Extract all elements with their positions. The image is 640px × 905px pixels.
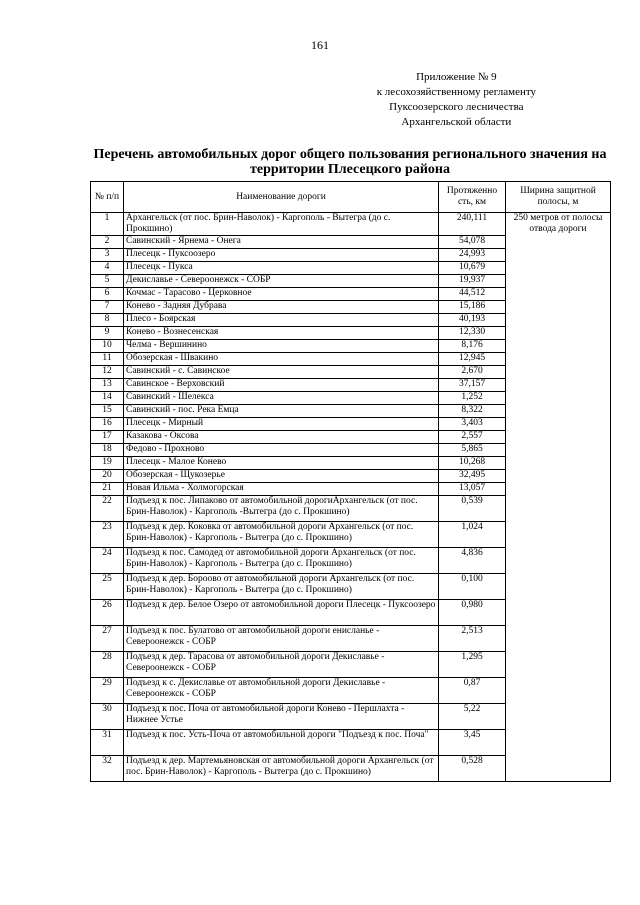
road-length: 10,268 [439,457,506,470]
road-length: 13,057 [439,483,506,496]
row-number: 2 [91,236,124,249]
row-number: 1 [91,213,124,236]
road-length: 4,836 [439,548,506,574]
road-name: Савинский - Шелекса [124,392,439,405]
road-name: Обозерская - Швакино [124,353,439,366]
road-length: 12,945 [439,353,506,366]
row-number: 18 [91,444,124,457]
row-number: 28 [91,652,124,678]
road-length: 12,330 [439,327,506,340]
row-number: 5 [91,275,124,288]
row-number: 25 [91,574,124,600]
road-length: 240,111 [439,213,506,236]
row-number: 19 [91,457,124,470]
table-header-row [91,182,611,213]
road-length: 8,322 [439,405,506,418]
road-name: Подъезд к пос. Булатово от автомобильной дороги енисланье - Североонежск - СОБР [124,626,439,652]
road-name: Казакова - Оксова [124,431,439,444]
appendix-line-4: Архангельской области [401,116,512,128]
road-length: 2,513 [439,626,506,652]
row-number: 13 [91,379,124,392]
row-number: 16 [91,418,124,431]
road-length: 1,024 [439,522,506,548]
road-length: 32,495 [439,470,506,483]
road-name: Новая Ильма - Холмогорская [124,483,439,496]
road-name: Савинское - Верховский [124,379,439,392]
row-number: 27 [91,626,124,652]
appendix-line-3: Пуксоозерского лесничества [389,101,524,113]
road-length: 8,176 [439,340,506,353]
road-name: Кочмас - Тарасово - Церковное [124,288,439,301]
road-length: 1,252 [439,392,506,405]
road-length: 3,45 [439,730,506,756]
row-number: 23 [91,522,124,548]
road-name: Конево - Вознесенская [124,327,439,340]
row-number: 3 [91,249,124,262]
road-name: Обозерская - Щукозерье [124,470,439,483]
row-number: 20 [91,470,124,483]
road-length: 1,295 [439,652,506,678]
row-number: 15 [91,405,124,418]
row-number: 29 [91,678,124,704]
road-length: 5,22 [439,704,506,730]
road-name: Декиславье - Североонежск - СОБР [124,275,439,288]
road-length: 5,865 [439,444,506,457]
header-width: Ширина защитной полосы, м [506,182,611,213]
row-number: 10 [91,340,124,353]
road-name: Подъезд к с. Декиславье от автомобильной дороги Декиславье - Североонежск - СОБР [124,678,439,704]
road-length: 2,670 [439,366,506,379]
road-length: 0,87 [439,678,506,704]
road-name: Савинский - с. Савинское [124,366,439,379]
appendix-line-2: к лесохозяйственному регламенту [376,86,536,98]
header-name: Наименование дороги [124,182,439,213]
header-num: № п/п [91,182,124,213]
row-number: 22 [91,496,124,522]
road-length: 54,078 [439,236,506,249]
road-name: Подъезд к пос. Самодед от автомобильной дороги Архангельск (от пос. Брин-Наволок) - Каргополь - Вытегра (до с. Прокшино) [124,548,439,574]
road-name: Савинский - пос. Река Емца [124,405,439,418]
road-length: 0,539 [439,496,506,522]
road-name: Подъезд к дер. Белое Озеро от автомобильной дороги Плесецк - Пуксоозеро [124,600,439,626]
row-number: 26 [91,600,124,626]
road-name: Плесецк - Пукса [124,262,439,275]
row-number: 8 [91,314,124,327]
row-number: 9 [91,327,124,340]
road-length: 44,512 [439,288,506,301]
road-name: Подъезд к пос. Липаково от автомобильной дорогиАрхангельск (от пос. Брин-Наволок) - Каргополь -Вытегра (до с. Прокшино) [124,496,439,522]
appendix-header [377,70,536,130]
road-length: 37,157 [439,379,506,392]
road-name: Архангельск (от пос. Брин-Наволок) - Каргополь - Вытегра (до с. Прокшино) [124,213,439,236]
row-number: 24 [91,548,124,574]
row-number: 17 [91,431,124,444]
road-name: Федово - Прохново [124,444,439,457]
road-length: 0,528 [439,756,506,782]
protective-strip-width: 250 метров от полосы отвода дороги [506,213,611,782]
road-name: Плесецк - Малое Конево [124,457,439,470]
row-number: 4 [91,262,124,275]
road-name: Подъезд к пос. Поча от автомобильной дороги Конево - Першлахта - Нижнее Устье [124,704,439,730]
row-number: 6 [91,288,124,301]
row-number: 11 [91,353,124,366]
road-length: 40,193 [439,314,506,327]
road-name: Подъезд к пос. Усть-Поча от автомобильной дороги "Подъезд к пос. Поча" [124,730,439,756]
road-length: 10,679 [439,262,506,275]
appendix-line-1: Приложение № 9 [416,71,497,83]
page-number: 161 [311,38,329,52]
row-number: 30 [91,704,124,730]
road-name: Плесецк - Пуксоозеро [124,249,439,262]
row-number: 14 [91,392,124,405]
road-name: Челма - Вершинино [124,340,439,353]
road-name: Плесо - Боярская [124,314,439,327]
row-number: 7 [91,301,124,314]
road-name: Плесецк - Мирный [124,418,439,431]
document-title: Перечень автомобильных дорог общего пользования регионального значения на территории Плесецкого района [93,147,607,177]
road-length: 0,100 [439,574,506,600]
table-body [91,213,611,782]
road-name: Подъезд к дер. Тарасова от автомобильной дороги Декиславье - Североонежск - СОБР [124,652,439,678]
road-name: Подъезд к дер. Коковка от автомобильной дороги Архангельск (от пос. Брин-Наволок) - Каргополь - Вытегра (до с. Прокшино) [124,522,439,548]
row-number: 21 [91,483,124,496]
row-number: 32 [91,756,124,782]
road-name: Подъезд к дер. Мартемьяновская от автомобильной дороги Архангельск (от пос. Брин-Наволок) - Каргополь - Вытегра (до с. Прокшино) [124,756,439,782]
road-length: 15,186 [439,301,506,314]
road-length: 0,980 [439,600,506,626]
row-number: 12 [91,366,124,379]
road-length: 2,557 [439,431,506,444]
road-length: 3,403 [439,418,506,431]
road-name: Савинский - Ярнема - Онега [124,236,439,249]
table-row [91,213,611,236]
row-number: 31 [91,730,124,756]
road-name: Конево - Задняя Дубрава [124,301,439,314]
road-name: Подъезд к дер. Бороово от автомобильной дороги Архангельск (от пос. Брин-Наволок) - Каргополь - Вытегра (до с. Прокшино) [124,574,439,600]
road-length: 19,937 [439,275,506,288]
header-length: Протяженно сть, км [439,182,506,213]
road-length: 24,993 [439,249,506,262]
roads-table [90,181,611,782]
